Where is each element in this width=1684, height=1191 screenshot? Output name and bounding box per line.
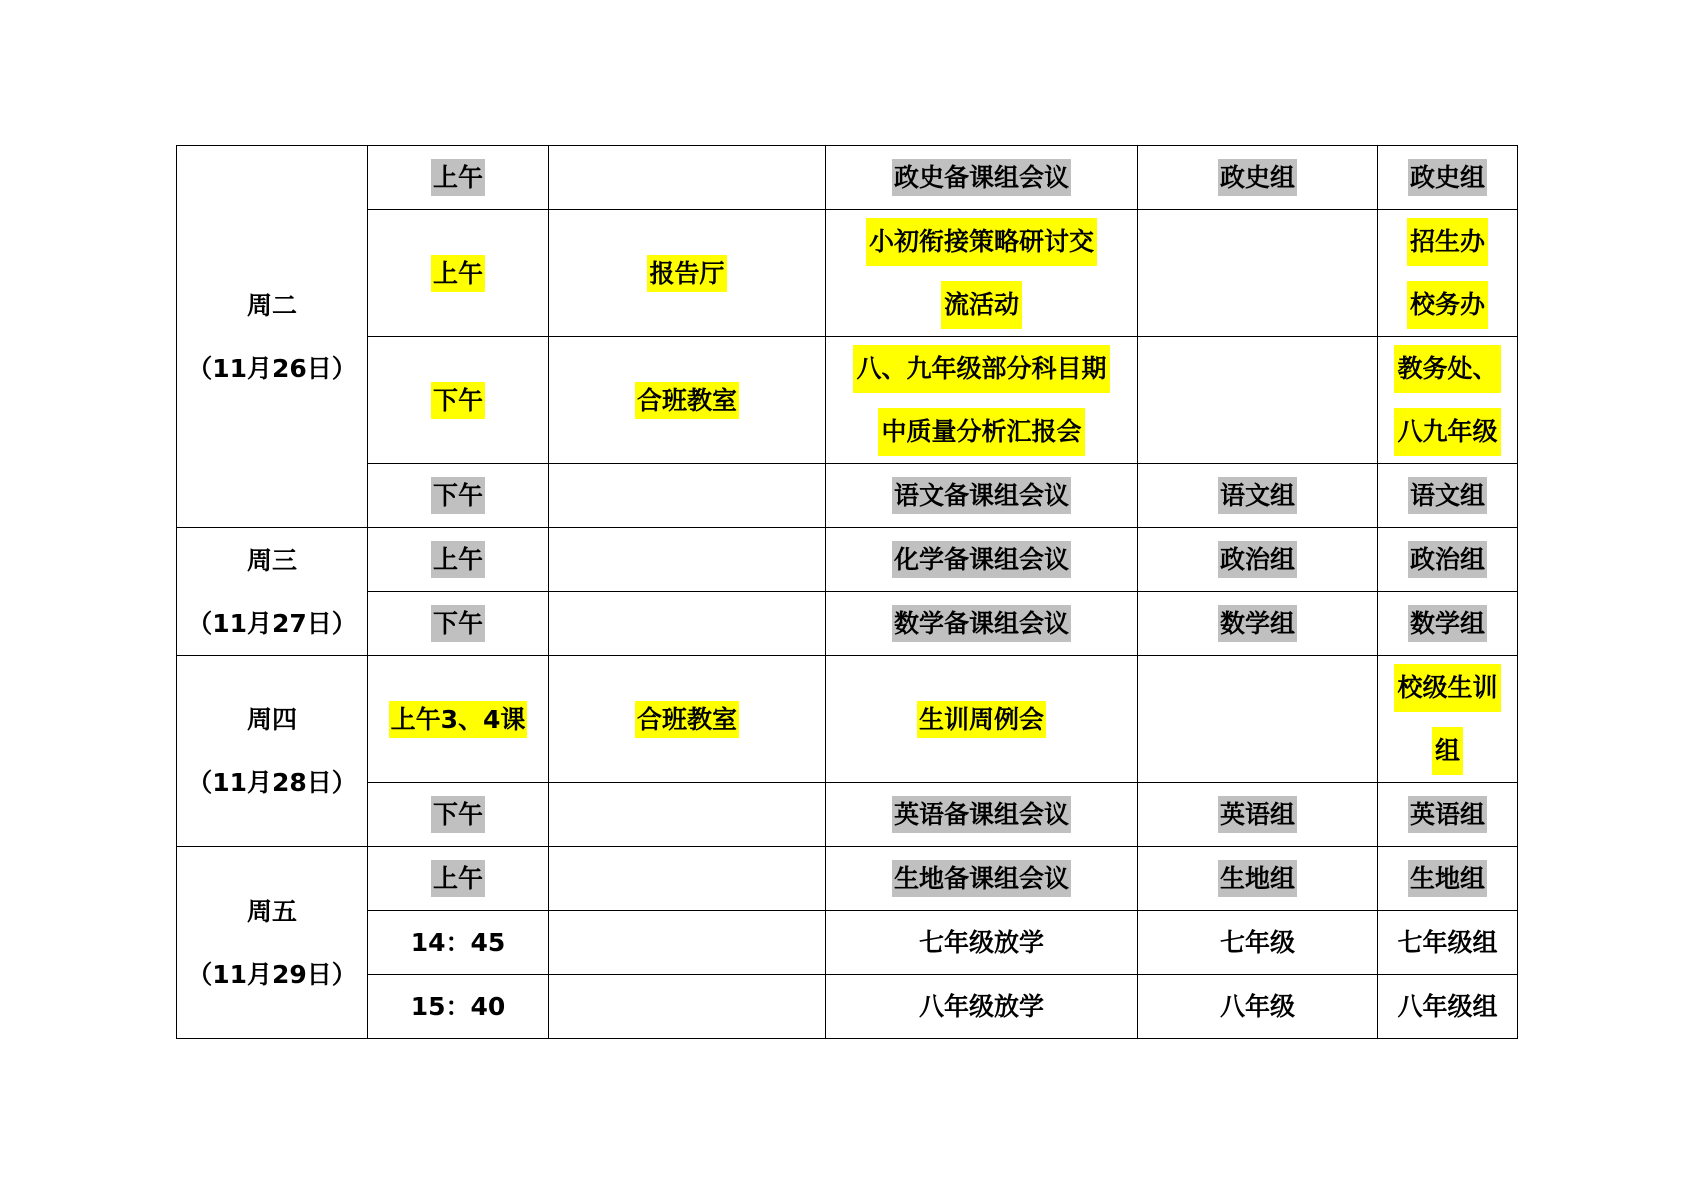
- place-cell: [549, 146, 826, 210]
- time-cell: [368, 337, 549, 464]
- org-label: 英语组: [1408, 796, 1487, 833]
- group-cell: [1138, 592, 1378, 656]
- time-cell: [368, 847, 549, 911]
- event-label: 流活动: [941, 281, 1022, 329]
- time-label: 上午: [431, 159, 485, 196]
- table-row: [177, 656, 1518, 783]
- group-cell: [1138, 337, 1378, 464]
- group-label: 政治组: [1218, 541, 1297, 578]
- time-cell: [368, 783, 549, 847]
- table-row: [177, 528, 1518, 592]
- org-label: 教务处、: [1394, 345, 1500, 393]
- day-cell-friday: [177, 847, 368, 1039]
- group-label: 语文组: [1218, 477, 1297, 514]
- time-label: 上午: [431, 860, 485, 897]
- event-label: 生训周例会: [917, 701, 1046, 738]
- event-label: 化学备课组会议: [892, 541, 1071, 578]
- group-cell: [1138, 656, 1378, 783]
- org-label: 政史组: [1408, 159, 1487, 196]
- event-label: 八、九年级部分科目期: [853, 345, 1109, 393]
- day-cell-tuesday: [177, 146, 368, 528]
- time-cell: [368, 592, 549, 656]
- group-label: 生地组: [1218, 860, 1297, 897]
- org-cell: [1378, 783, 1518, 847]
- group-label: 数学组: [1218, 605, 1297, 642]
- place-cell: [549, 847, 826, 911]
- event-label: 小初衔接策略研讨交: [866, 218, 1097, 266]
- org-label: 八年级组: [1397, 992, 1498, 1021]
- table-row: [177, 337, 1518, 464]
- event-cell: [826, 528, 1138, 592]
- time-label: 上午3、4课: [389, 701, 528, 738]
- org-label: 语文组: [1408, 477, 1487, 514]
- place-cell: [549, 528, 826, 592]
- table-row: [177, 146, 1518, 210]
- place-cell: [549, 337, 826, 464]
- place-cell: [549, 783, 826, 847]
- time-label: 下午: [431, 605, 485, 642]
- group-cell: [1138, 783, 1378, 847]
- group-cell: [1138, 210, 1378, 337]
- place-label: 合班教室: [635, 382, 739, 419]
- event-cell: [826, 210, 1138, 337]
- time-cell: [368, 146, 549, 210]
- table-row: [177, 975, 1518, 1039]
- event-label: 数学备课组会议: [892, 605, 1071, 642]
- group-cell: [1138, 911, 1378, 975]
- time-label: 下午: [431, 382, 485, 419]
- day-date: （11月27日）: [187, 608, 357, 638]
- time-cell: [368, 656, 549, 783]
- place-label: 报告厅: [647, 255, 726, 292]
- place-cell: [549, 464, 826, 528]
- group-label: 政史组: [1218, 159, 1297, 196]
- time-label: 上午: [431, 541, 485, 578]
- day-cell-wednesday: [177, 528, 368, 656]
- org-label: 政治组: [1408, 541, 1487, 578]
- event-label: 语文备课组会议: [892, 477, 1071, 514]
- org-label: 数学组: [1408, 605, 1487, 642]
- org-cell: [1378, 210, 1518, 337]
- org-cell: [1378, 911, 1518, 975]
- org-cell: [1378, 528, 1518, 592]
- day-label: 周二: [246, 290, 297, 320]
- table-row: [177, 783, 1518, 847]
- org-label: 招生办: [1407, 218, 1488, 266]
- place-cell: [549, 656, 826, 783]
- day-label: 周五: [246, 896, 297, 926]
- group-cell: [1138, 975, 1378, 1039]
- table-row: [177, 592, 1518, 656]
- org-label: 校级生训: [1394, 664, 1500, 712]
- org-label: 七年级组: [1397, 928, 1498, 957]
- day-label: 周四: [246, 705, 297, 734]
- time-cell: [368, 911, 549, 975]
- event-cell: [826, 975, 1138, 1039]
- place-cell: [549, 911, 826, 975]
- event-cell: [826, 911, 1138, 975]
- org-cell: [1378, 464, 1518, 528]
- event-cell: [826, 464, 1138, 528]
- event-cell: [826, 847, 1138, 911]
- time-label: 15：40: [410, 992, 506, 1021]
- event-cell: [826, 592, 1138, 656]
- time-cell: [368, 464, 549, 528]
- org-label: 校务办: [1407, 281, 1488, 329]
- time-label: 下午: [431, 796, 485, 833]
- day-date: （11月28日）: [187, 768, 357, 797]
- time-label: 上午: [431, 255, 485, 292]
- place-label: 合班教室: [635, 701, 739, 738]
- time-label: 下午: [431, 477, 485, 514]
- org-cell: [1378, 337, 1518, 464]
- table-row: [177, 210, 1518, 337]
- group-label: 八年级: [1219, 992, 1295, 1021]
- org-cell: [1378, 847, 1518, 911]
- place-cell: [549, 975, 826, 1039]
- time-cell: [368, 528, 549, 592]
- event-cell: [826, 146, 1138, 210]
- event-label: 英语备课组会议: [892, 796, 1071, 833]
- event-label: 生地备课组会议: [892, 860, 1071, 897]
- group-label: 七年级: [1219, 928, 1295, 957]
- day-date: （11月26日）: [187, 353, 357, 383]
- event-label: 政史备课组会议: [892, 159, 1071, 196]
- place-cell: [549, 592, 826, 656]
- day-label: 周三: [246, 545, 297, 575]
- table-row: [177, 911, 1518, 975]
- org-cell: [1378, 975, 1518, 1039]
- table-row: [177, 847, 1518, 911]
- event-label: 中质量分析汇报会: [878, 408, 1084, 456]
- event-label: 七年级放学: [918, 928, 1044, 957]
- event-cell: [826, 783, 1138, 847]
- org-label: 组: [1432, 727, 1463, 775]
- org-cell: [1378, 592, 1518, 656]
- schedule-table: [176, 145, 1518, 1039]
- table-row: [177, 464, 1518, 528]
- group-cell: [1138, 528, 1378, 592]
- place-cell: [549, 210, 826, 337]
- org-label: 八九年级: [1394, 408, 1500, 456]
- org-label: 生地组: [1408, 860, 1487, 897]
- event-label: 八年级放学: [918, 992, 1044, 1021]
- org-cell: [1378, 146, 1518, 210]
- day-date: （11月29日）: [187, 959, 357, 989]
- day-cell-thursday: [177, 656, 368, 847]
- group-label: 英语组: [1218, 796, 1297, 833]
- org-cell: [1378, 656, 1518, 783]
- group-cell: [1138, 847, 1378, 911]
- event-cell: [826, 337, 1138, 464]
- event-cell: [826, 656, 1138, 783]
- group-cell: [1138, 146, 1378, 210]
- group-cell: [1138, 464, 1378, 528]
- time-cell: [368, 975, 549, 1039]
- time-cell: [368, 210, 549, 337]
- time-label: 14：45: [410, 928, 506, 957]
